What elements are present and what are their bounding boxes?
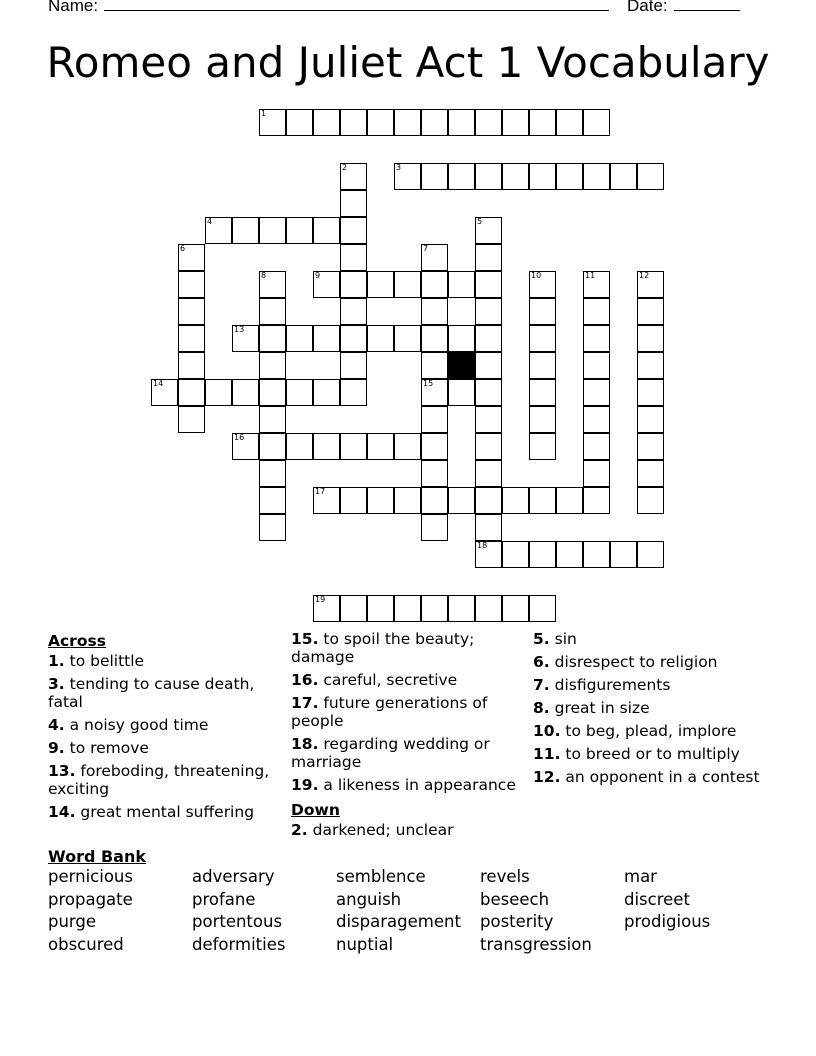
crossword-cell[interactable] [475,487,502,514]
crossword-cell[interactable] [259,352,286,379]
crossword-cell[interactable] [637,406,664,433]
clue-text: to beg, plead, implore [560,722,737,740]
clue-text: to breed or to multiply [560,745,740,763]
crossword-cell[interactable] [394,271,421,298]
clues-column-1 [48,630,283,826]
word-bank-word: propagate [48,889,133,909]
crossword-cell[interactable] [529,325,556,352]
word-bank-word: pernicious [48,867,133,886]
crossword-cell[interactable] [421,460,448,487]
clue [533,745,773,763]
crossword-cell[interactable] [502,163,529,190]
crossword-cell[interactable] [421,325,448,352]
word-bank-word: disparagement [336,912,461,932]
word-bank-word: deformities [192,934,286,954]
crossword-cell[interactable] [583,271,610,298]
crossword-cell[interactable] [637,487,664,514]
crossword-cell[interactable] [529,271,556,298]
clue-number: 13 [234,325,245,334]
crossword-cell[interactable] [286,217,313,244]
crossword-cell[interactable] [529,406,556,433]
word-bank-column [192,866,285,956]
crossword-cell[interactable] [421,514,448,541]
clue-number: 17 [315,487,326,496]
crossword-cell[interactable] [178,379,205,406]
word-bank-word: anguish [336,889,402,909]
clue-number: 9 [315,271,321,280]
clue-number: 2. [291,821,308,839]
crossword-cell[interactable] [286,109,313,136]
crossword-cell[interactable] [340,379,367,406]
crossword-cell[interactable] [340,325,367,352]
clue-text: tending to cause death, fatal [48,675,255,711]
clue [48,652,283,670]
clue-text: foreboding, threatening, exciting [48,762,270,798]
clue-text: regarding wedding or marriage [291,735,490,771]
clue [533,653,773,671]
crossword-cell[interactable] [340,433,367,460]
crossword-cell[interactable] [367,325,394,352]
crossword-cell[interactable] [637,541,664,568]
clue [533,768,773,786]
crossword-cell[interactable] [475,271,502,298]
clue-section-heading: Across [48,632,106,650]
crossword-cell[interactable] [583,541,610,568]
clue [291,671,526,689]
clue [48,762,283,798]
word-bank-word: discreet [624,889,690,909]
crossword-cell[interactable] [178,406,205,433]
crossword-cell[interactable] [556,487,583,514]
crossword-cell[interactable] [421,298,448,325]
clue-text: to spoil the beauty; damage [291,630,475,666]
clue-number: 18 [477,541,488,550]
word-bank-word: portentous [192,912,283,932]
name-label: Name: [48,0,99,15]
crossword-cell[interactable] [394,109,421,136]
clue-number: 8 [261,271,267,280]
crossword-cell[interactable] [178,298,205,325]
crossword-cell[interactable] [529,487,556,514]
crossword-cell[interactable] [583,163,610,190]
crossword-cell[interactable] [448,163,475,190]
clue-number: 9. [48,739,65,757]
clue-number: 3 [396,163,402,172]
crossword-cell[interactable] [637,379,664,406]
crossword-cell[interactable] [421,406,448,433]
clue-text: a noisy good time [64,716,209,734]
crossword-cell[interactable] [610,163,637,190]
crossword-cell[interactable] [151,379,178,406]
clue-number: 19. [291,776,319,794]
clue [291,735,526,771]
clue-text: to remove [64,739,149,757]
crossword-cell[interactable] [286,433,313,460]
word-bank-word: obscured [48,934,124,954]
word-bank-column [336,866,461,956]
crossword-cell[interactable] [232,433,259,460]
clue [291,821,526,839]
crossword-cell[interactable] [340,244,367,271]
crossword-cell[interactable] [421,379,448,406]
crossword-cell[interactable] [583,406,610,433]
clue-text: careful, secretive [318,671,458,689]
page-title: Romeo and Juliet Act 1 Vocabulary [46,38,770,87]
word-bank-word: revels [480,867,530,886]
word-bank-word: adversary [192,867,275,886]
crossword-cell[interactable] [556,541,583,568]
clue-text: an opponent in a contest [560,768,760,786]
crossword-cell[interactable] [637,163,664,190]
clue-number: 12 [639,271,650,280]
crossword-cell[interactable] [529,352,556,379]
crossword-cell[interactable] [313,109,340,136]
clue-number: 16. [291,671,319,689]
clue [48,716,283,734]
word-bank-word: beseech [480,889,550,909]
crossword-cell[interactable] [637,460,664,487]
crossword-cell[interactable] [610,541,637,568]
crossword-cell[interactable] [475,298,502,325]
clue-text: disfigurements [549,676,671,694]
clue-number: 6 [180,244,186,253]
word-bank-word: prodigious [624,912,711,932]
crossword-cell[interactable] [502,487,529,514]
crossword-cell[interactable] [367,109,394,136]
crossword-cell[interactable] [583,325,610,352]
crossword-cell[interactable] [529,298,556,325]
clue [291,630,526,666]
word-bank-word: mar [624,867,657,886]
crossword-cell[interactable] [394,163,421,190]
clue-number: 2 [342,163,348,172]
crossword-cell[interactable] [232,217,259,244]
crossword-cell[interactable] [421,352,448,379]
crossword-cell[interactable] [313,487,340,514]
clues-column-3 [533,630,773,791]
crossword-cell[interactable] [367,433,394,460]
crossword-cell[interactable] [502,595,529,622]
crossword-cell[interactable] [583,487,610,514]
crossword-cell[interactable] [259,379,286,406]
crossword-cell[interactable] [529,541,556,568]
crossword-cell[interactable] [313,595,340,622]
word-bank-word: nuptial [336,934,394,954]
clue-number: 8. [533,699,550,717]
clue-number: 17. [291,694,319,712]
crossword-cell[interactable] [340,271,367,298]
crossword-cell[interactable] [394,433,421,460]
word-bank-word: profane [192,889,256,909]
clue [533,630,773,648]
crossword-cell[interactable] [475,514,502,541]
clue-text: sin [549,630,577,648]
crossword-cell[interactable] [259,325,286,352]
crossword-cell[interactable] [286,379,313,406]
crossword-cell[interactable] [259,271,286,298]
crossword-cell[interactable] [313,271,340,298]
crossword-cell[interactable] [313,217,340,244]
crossword-cell[interactable] [178,352,205,379]
clue-text: great mental suffering [75,803,255,821]
crossword-cell[interactable] [583,109,610,136]
crossword-cell[interactable] [421,487,448,514]
clue [291,776,526,794]
crossword-cell[interactable] [313,433,340,460]
clue-number: 19 [315,595,326,604]
crossword-cell[interactable] [286,325,313,352]
crossword-cell[interactable] [340,163,367,190]
crossword-cell[interactable] [556,163,583,190]
crossword-cell[interactable] [205,379,232,406]
clue-text: disrespect to religion [549,653,718,671]
crossword-cell[interactable] [340,595,367,622]
clue-number: 10. [533,722,561,740]
clue-number: 12. [533,768,561,786]
clue-number: 7 [423,244,429,253]
crossword-cell[interactable] [421,433,448,460]
crossword-cell[interactable] [394,595,421,622]
crossword-cell[interactable] [340,352,367,379]
crossword-cell[interactable] [340,190,367,217]
clue-number: 15. [291,630,319,648]
clue-number: 11. [533,745,561,763]
clue-number: 16 [234,433,245,442]
crossword-cell[interactable] [637,352,664,379]
clue-number: 3. [48,675,65,693]
clue-number: 10 [531,271,542,280]
crossword-cell[interactable] [340,217,367,244]
crossword-cell[interactable] [259,514,286,541]
crossword-cell[interactable] [583,433,610,460]
crossword-cell[interactable] [367,487,394,514]
crossword-cell[interactable] [583,460,610,487]
crossword-cell[interactable] [232,325,259,352]
clue [48,675,283,711]
crossword-cell[interactable] [259,433,286,460]
crossword-cell[interactable] [367,271,394,298]
crossword-cell[interactable] [340,487,367,514]
clue-number: 13. [48,762,76,780]
crossword-cell[interactable] [475,163,502,190]
word-bank-word: purge [48,912,97,932]
crossword-cell[interactable] [448,379,475,406]
crossword-cell[interactable] [421,244,448,271]
clue-number: 6. [533,653,550,671]
crossword-cell[interactable] [232,379,259,406]
clue-section-heading: Down [291,801,340,819]
crossword-cell[interactable] [205,217,232,244]
crossword-cell[interactable] [448,595,475,622]
clue-number: 18. [291,735,319,753]
crossword-cell[interactable] [448,271,475,298]
crossword-cell[interactable] [421,271,448,298]
crossword-cell[interactable] [529,433,556,460]
crossword-cell[interactable] [475,352,502,379]
clues-column-2 [291,630,526,844]
crossword-cell[interactable] [394,487,421,514]
crossword-cell[interactable] [448,109,475,136]
word-bank-word: posterity [480,912,554,932]
crossword-black-cell [448,352,475,379]
clue-number: 1 [261,109,267,118]
crossword-cell[interactable] [313,379,340,406]
crossword-cell[interactable] [583,379,610,406]
crossword-cell[interactable] [259,460,286,487]
clue [533,722,773,740]
crossword-cell[interactable] [367,595,394,622]
crossword-cell[interactable] [475,217,502,244]
crossword-cell[interactable] [556,109,583,136]
clue [48,803,283,821]
crossword-cell[interactable] [637,298,664,325]
crossword-cell[interactable] [340,298,367,325]
crossword-cell[interactable] [421,595,448,622]
crossword-cell[interactable] [502,541,529,568]
crossword-cell[interactable] [259,298,286,325]
clue-number: 11 [585,271,596,280]
crossword-cell[interactable] [259,487,286,514]
crossword-cell[interactable] [394,325,421,352]
date-label: Date: [627,0,668,15]
crossword-cell[interactable] [475,379,502,406]
clue-number: 14 [153,379,164,388]
crossword-cell[interactable] [340,109,367,136]
clue-number: 5 [477,217,483,226]
crossword-cell[interactable] [259,217,286,244]
crossword-cell[interactable] [529,379,556,406]
clue-number: 14. [48,803,76,821]
crossword-cell[interactable] [421,109,448,136]
word-bank-column [480,866,592,956]
clue [533,676,773,694]
clue-number: 4 [207,217,213,226]
crossword-cell[interactable] [475,244,502,271]
crossword-cell[interactable] [529,109,556,136]
clue-text: future generations of people [291,694,488,730]
crossword-cell[interactable] [448,325,475,352]
crossword-cell[interactable] [259,109,286,136]
crossword-cell[interactable] [529,163,556,190]
clue-number: 7. [533,676,550,694]
clue-text: darkened; unclear [307,821,454,839]
crossword-cell[interactable] [583,352,610,379]
crossword-cell[interactable] [448,487,475,514]
word-bank-title: Word Bank [48,847,147,866]
clue-number: 5. [533,630,550,648]
clue-text: to belittle [64,652,145,670]
crossword-cell[interactable] [637,325,664,352]
clue [48,739,283,757]
crossword-cell[interactable] [637,433,664,460]
word-bank-column [624,866,710,934]
clue-number: 15 [423,379,434,388]
crossword-cell[interactable] [529,595,556,622]
crossword-cell[interactable] [475,406,502,433]
crossword-cell[interactable] [475,460,502,487]
word-bank-word: transgression [480,934,592,954]
crossword-cell[interactable] [259,406,286,433]
crossword-cell[interactable] [475,541,502,568]
crossword-cell[interactable] [637,271,664,298]
crossword-cell[interactable] [502,109,529,136]
crossword-cell[interactable] [421,163,448,190]
clue [533,699,773,717]
crossword-cell[interactable] [475,595,502,622]
crossword-cell[interactable] [475,109,502,136]
clue-number: 1. [48,652,65,670]
crossword-cell[interactable] [178,325,205,352]
clue-text: a likeness in appearance [318,776,516,794]
crossword-cell[interactable] [178,271,205,298]
crossword-cell[interactable] [475,433,502,460]
word-bank-word: semblence [336,867,426,886]
crossword-cell[interactable] [313,325,340,352]
crossword-cell[interactable] [178,244,205,271]
clue-text: great in size [549,699,650,717]
word-bank-column [48,866,133,956]
clue-number: 4. [48,716,65,734]
crossword-cell[interactable] [475,325,502,352]
clue [291,694,526,730]
crossword-cell[interactable] [583,298,610,325]
